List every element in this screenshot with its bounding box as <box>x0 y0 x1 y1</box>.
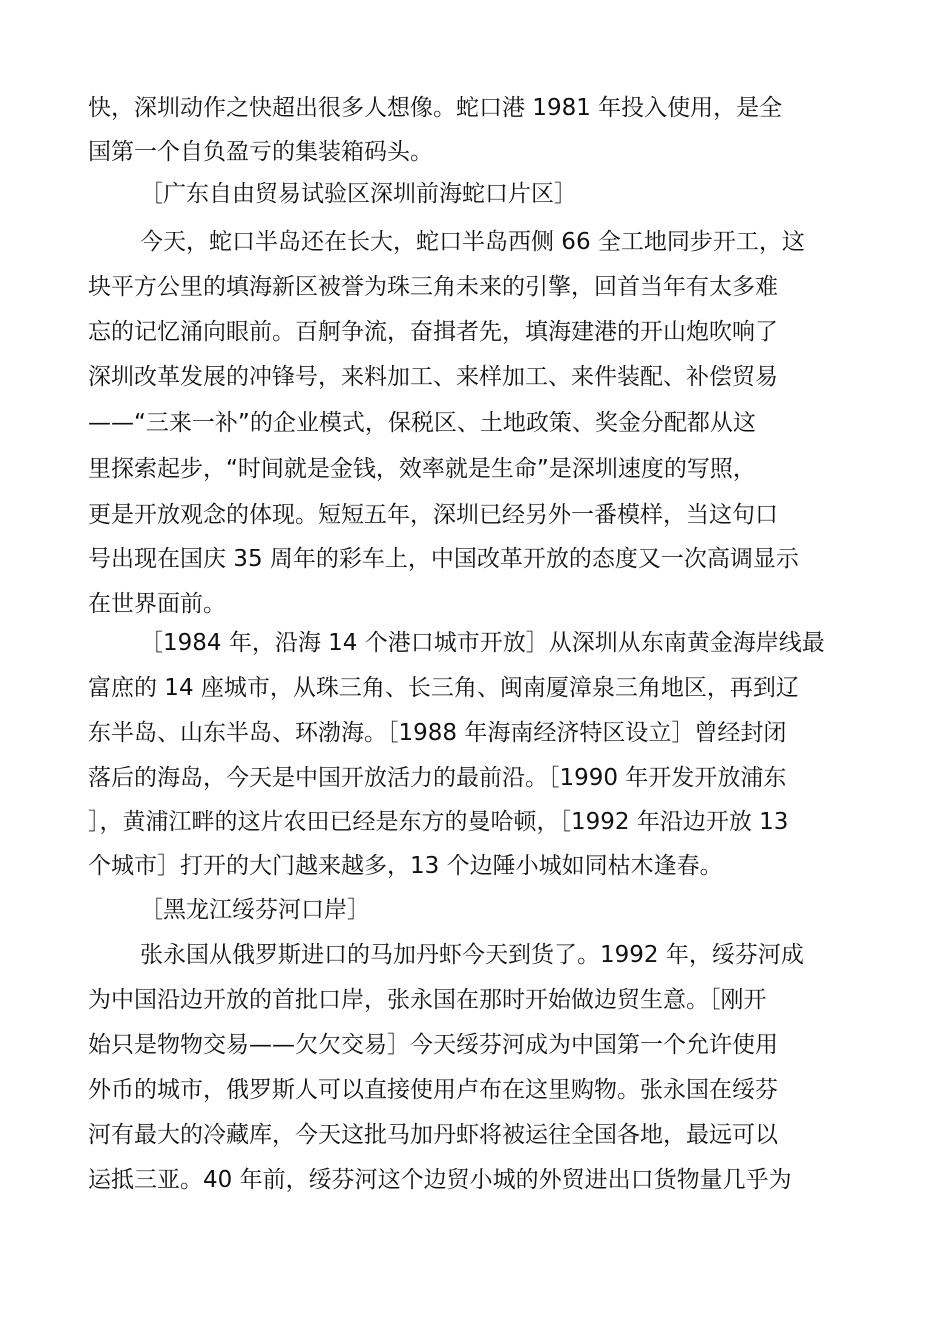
text-line: 张永国从俄罗斯进口的马加丹虾今天到货了。1992 年，绥芬河成 <box>140 942 804 968</box>
text-line: 块平方公里的填海新区被誉为珠三角未来的引擎，回首当年有太多难 <box>88 274 778 300</box>
text-line: ］，黄浦江畔的这片农田已经是东方的曼哈顿，［1992 年沿边开放 13 <box>88 809 789 835</box>
text-line: 外币的城市，俄罗斯人可以直接使用卢布在这里购物。张永国在绥芬 <box>88 1077 778 1103</box>
text-line: 富庶的 14 座城市，从珠三角、长三角、闽南厦漳泉三角地区，再到辽 <box>88 675 799 701</box>
section-heading: ［广东自由贸易试验区深圳前海蛇口片区］ <box>140 181 577 207</box>
text-line: 里探索起步，“时间就是金钱，效率就是生命”是深圳速度的写照， <box>88 456 756 482</box>
text-line: 国第一个自负盈亏的集装箱码头。 <box>88 139 433 165</box>
text-line: 落后的海岛，今天是中国开放活力的最前沿。［1990 年开发开放浦东 <box>88 765 787 791</box>
text-line: 始只是物物交易——欠欠交易］今天绥芬河成为中国第一个允许使用 <box>88 1032 778 1058</box>
text-line: 忘的记忆涌向眼前。百舸争流，奋揖者先，填海建港的开山炮吹响了 <box>88 319 778 345</box>
text-line: 为中国沿边开放的首批口岸，张永国在那时开始做边贸生意。［刚开 <box>88 987 767 1013</box>
section-heading: ［黑龙江绥芬河口岸］ <box>140 897 370 923</box>
text-line: 今天，蛇口半岛还在长大，蛇口半岛西侧 66 全工地同步开工，这 <box>140 229 805 255</box>
text-line: 更是开放观念的体现。短短五年，深圳已经另外一番模样，当这句口 <box>88 502 778 528</box>
text-line: ［1984 年，沿海 14 个港口城市开放］从深圳从东南黄金海岸线最 <box>140 630 825 656</box>
text-line: 河有最大的冷藏库，今天这批马加丹虾将被运往全国各地，最远可以 <box>88 1122 778 1148</box>
text-line: 运抵三亚。40 年前，绥芬河这个边贸小城的外贸进出口货物量几乎为 <box>88 1167 792 1193</box>
text-line: 东半岛、山东半岛、环渤海。［1988 年海南经济特区设立］曾经封闭 <box>88 720 787 746</box>
text-line: 号出现在国庆 35 周年的彩车上，中国改革开放的态度又一次高调显示 <box>88 546 799 572</box>
text-line: 在世界面前。 <box>88 591 226 617</box>
text-line: 个城市］打开的大门越来越多，13 个边陲小城如同枯木逢春。 <box>88 853 723 879</box>
text-line: 深圳改革发展的冲锋号，来料加工、来样加工、来件装配、补偿贸易 <box>88 364 778 390</box>
text-line: ——“三来一补”的企业模式，保税区、土地政策、奖金分配都从这 <box>88 410 756 436</box>
text-line: 快，深圳动作之快超出很多人想像。蛇口港 1981 年投入使用，是全 <box>88 95 783 121</box>
